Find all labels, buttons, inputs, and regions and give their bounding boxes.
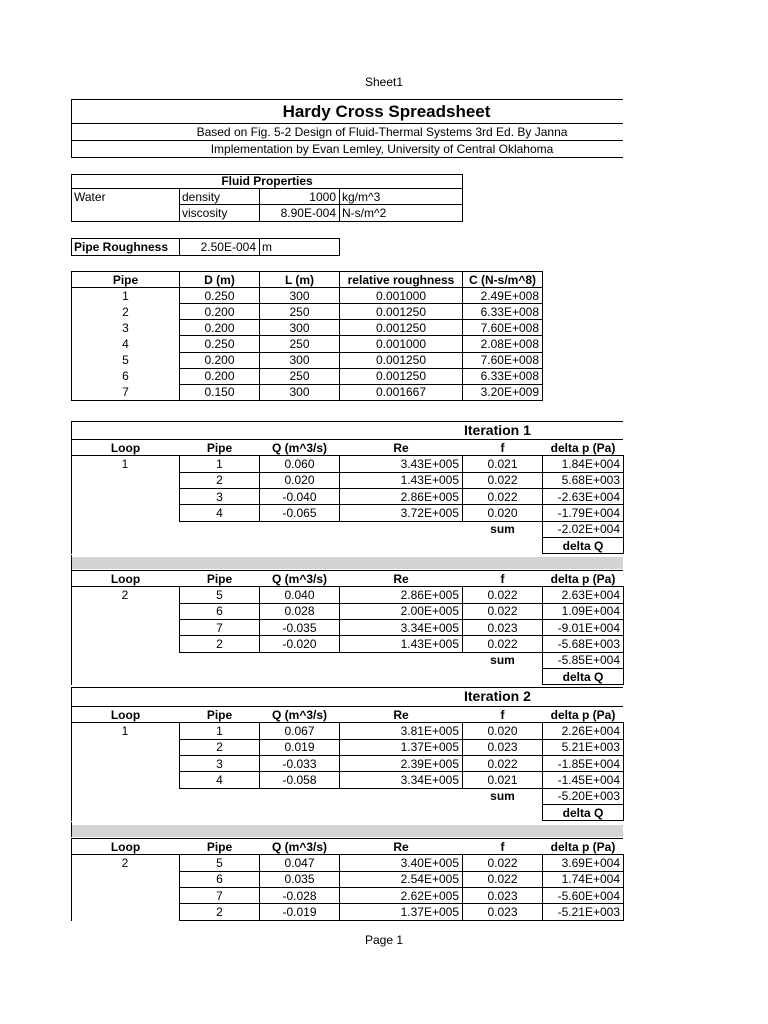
- loop-table-cell: -0.065: [282, 505, 317, 520]
- loop-table-cell: 3.40E+005: [400, 855, 459, 870]
- loop-table-cell: -0.058: [282, 772, 317, 787]
- loop-number: 2: [121, 587, 129, 602]
- loop-table-cell: 3: [216, 489, 223, 504]
- pipe-table-cell: 0.200: [204, 353, 235, 367]
- loop-table-cell: 0.020: [487, 505, 518, 520]
- loop-table-header: Pipe: [206, 571, 233, 586]
- delta-q-label: delta Q: [562, 538, 604, 553]
- fluid-name: Water: [74, 190, 106, 204]
- loop-table-header: f: [500, 707, 505, 722]
- loop-table-cell: 0.023: [487, 904, 518, 919]
- loop-table-header: Loop: [110, 440, 141, 455]
- loop-table-header: delta p (Pa): [550, 571, 616, 586]
- pipe-table-cell: 0.001000: [375, 288, 427, 303]
- loop-table-header: Pipe: [206, 839, 233, 854]
- pipe-table-cell: 0.200: [204, 320, 235, 335]
- pipe-table-cell: 7.60E+008: [480, 353, 539, 367]
- density-label: density: [182, 190, 221, 204]
- loop-table-cell: 0.028: [284, 604, 315, 619]
- loop-table-cell: 4: [216, 772, 223, 787]
- sum-value: -5.20E+003: [557, 789, 620, 804]
- separator-band: [71, 825, 623, 837]
- loop-table-cell: 0.022: [487, 489, 518, 504]
- loop-table-cell: -1.45E+004: [557, 772, 620, 787]
- iteration-title: Iteration 2: [464, 688, 531, 704]
- pipe-table-cell: 0.150: [204, 385, 235, 400]
- loop-table-cell: 2: [216, 636, 223, 651]
- loop-table-header: Q (m^3/s): [271, 707, 328, 722]
- loop-number: 1: [121, 456, 129, 471]
- loop-table-cell: 5: [216, 587, 223, 602]
- pipe-table-cell: 3.20E+009: [480, 385, 539, 400]
- pipe-table-cell: 0.200: [204, 304, 235, 319]
- loop-table-cell: 2: [216, 473, 223, 488]
- loop-table-cell: 2: [216, 904, 223, 919]
- pipe-table-cell: 0.001250: [375, 353, 427, 367]
- pipe-roughness-label: Pipe Roughness: [74, 240, 169, 254]
- pipe-table-cell: 250: [289, 369, 310, 384]
- delta-q-label: delta Q: [562, 669, 604, 684]
- loop-table-cell: 4: [216, 505, 223, 520]
- loop-table-cell: 0.020: [284, 473, 315, 488]
- loop-table-cell: 7: [216, 620, 223, 635]
- loop-table-header: f: [500, 571, 505, 586]
- pipe-table-cell: 3: [122, 320, 129, 335]
- loop-table-cell: -5.21E+003: [557, 904, 620, 919]
- loop-table-cell: -0.040: [282, 489, 317, 504]
- pipe-table-cell: 250: [289, 336, 310, 351]
- loop-table-cell: -0.028: [282, 888, 317, 903]
- loop-table-cell: 2.86E+005: [400, 489, 459, 504]
- pipe-table-header: L (m): [284, 273, 315, 287]
- loop-table-cell: -0.020: [282, 636, 317, 651]
- loop-table-header: Pipe: [206, 707, 233, 722]
- loop-table-cell: 2: [216, 740, 223, 755]
- loop-table-header: Q (m^3/s): [271, 440, 328, 455]
- pipe-table-header: relative roughness: [347, 273, 455, 287]
- density-value: 1000: [309, 190, 336, 204]
- pipe-table-header: D (m): [204, 273, 235, 287]
- pipe-table-cell: 7.60E+008: [480, 320, 539, 335]
- loop-table-header: f: [500, 839, 505, 854]
- loop-table-cell: -0.033: [282, 756, 317, 771]
- loop-number: 1: [121, 723, 129, 738]
- fluid-properties-header: Fluid Properties: [221, 174, 313, 188]
- page-label: Page 1: [364, 933, 404, 947]
- sheet-name: Sheet1: [364, 75, 404, 89]
- loop-table-cell: 5: [216, 855, 223, 870]
- loop-table-header: Loop: [110, 571, 141, 586]
- loop-table-header: Q (m^3/s): [271, 839, 328, 854]
- loop-table-cell: 0.021: [487, 772, 518, 787]
- density-unit: kg/m^3: [342, 190, 381, 204]
- loop-table-cell: -1.85E+004: [557, 756, 620, 771]
- pipe-table-cell: 0.001250: [375, 304, 427, 319]
- loop-table-cell: 0.023: [487, 620, 518, 635]
- loop-table-header: Re: [393, 571, 409, 586]
- loop-table-cell: 0.022: [487, 855, 518, 870]
- pipe-table-cell: 7: [122, 385, 129, 400]
- pipe-table-cell: 6.33E+008: [480, 369, 539, 384]
- loop-table-cell: -5.68E+003: [557, 636, 620, 651]
- pipe-table-header: C (N-s/m^8): [468, 273, 536, 287]
- pipe-roughness-unit: m: [262, 240, 272, 254]
- sum-value: -5.85E+004: [557, 653, 620, 668]
- loop-table-cell: 2.26E+004: [561, 723, 620, 738]
- loop-table-cell: 0.047: [284, 855, 315, 870]
- pipe-table-cell: 300: [289, 385, 310, 400]
- loop-table-cell: 1.43E+005: [400, 473, 459, 488]
- delta-q-label: delta Q: [562, 805, 604, 820]
- loop-table-cell: 1: [216, 456, 223, 471]
- loop-table-cell: 0.022: [487, 473, 518, 488]
- pipe-table-cell: 300: [289, 320, 310, 335]
- loop-table-cell: 0.023: [487, 888, 518, 903]
- loop-table-cell: 2.39E+005: [400, 756, 459, 771]
- loop-table-header: Re: [393, 707, 409, 722]
- loop-table-cell: 5.68E+003: [561, 473, 620, 488]
- loop-table-cell: 1.84E+004: [561, 456, 620, 471]
- pipe-table-header: Pipe: [112, 273, 139, 287]
- loop-table-cell: 0.035: [284, 872, 315, 887]
- loop-table-cell: 0.022: [487, 636, 518, 651]
- pipe-table-cell: 250: [289, 304, 310, 319]
- pipe-table-cell: 4: [122, 336, 129, 351]
- loop-table-header: delta p (Pa): [550, 839, 616, 854]
- loop-table-cell: 3.69E+004: [561, 855, 620, 870]
- loop-table-cell: 1: [216, 723, 223, 738]
- loop-table-header: f: [500, 440, 505, 455]
- loop-table-cell: 2.54E+005: [400, 872, 459, 887]
- iteration-title: Iteration 1: [464, 422, 531, 438]
- separator-band: [71, 557, 623, 569]
- loop-table-cell: 1.43E+005: [400, 636, 459, 651]
- sum-label: sum: [490, 653, 515, 668]
- loop-table-cell: 3.34E+005: [400, 620, 459, 635]
- loop-table-cell: 2.63E+004: [561, 587, 620, 602]
- subtitle-source: Based on Fig. 5-2 Design of Fluid-Thermal Systems 3rd Ed. By Janna: [196, 125, 568, 139]
- loop-number: 2: [121, 855, 129, 870]
- pipe-table-cell: 1: [122, 288, 129, 303]
- pipe-table-cell: 2.08E+008: [480, 336, 539, 351]
- loop-table-cell: -0.035: [282, 620, 317, 635]
- loop-table-cell: 2.62E+005: [400, 888, 459, 903]
- loop-table-cell: 0.022: [487, 756, 518, 771]
- loop-table-cell: 1.37E+005: [400, 740, 459, 755]
- loop-table-header: Q (m^3/s): [271, 571, 328, 586]
- loop-table-cell: 1.09E+004: [561, 604, 620, 619]
- loop-table-header: Re: [393, 440, 409, 455]
- sum-label: sum: [490, 789, 515, 804]
- loop-table-cell: 3.81E+005: [400, 723, 459, 738]
- loop-table-cell: 0.067: [284, 723, 315, 738]
- loop-table-cell: 7: [216, 888, 223, 903]
- loop-table-header: Re: [393, 839, 409, 854]
- loop-table-cell: 0.040: [284, 587, 315, 602]
- viscosity-label: viscosity: [182, 206, 228, 220]
- viscosity-value: 8.90E-004: [280, 206, 336, 220]
- viscosity-unit: N-s/m^2: [342, 206, 387, 220]
- loop-table-cell: -2.63E+004: [557, 489, 620, 504]
- loop-table-cell: 3.43E+005: [400, 456, 459, 471]
- pipe-table-cell: 0.001667: [375, 385, 427, 400]
- loop-table-cell: 3: [216, 756, 223, 771]
- loop-table-cell: -9.01E+004: [557, 620, 620, 635]
- page-title: Hardy Cross Spreadsheet: [282, 102, 491, 121]
- pipe-table-cell: 0.200: [204, 369, 235, 384]
- loop-table-header: Pipe: [206, 440, 233, 455]
- loop-table-cell: 0.022: [487, 587, 518, 602]
- loop-table-cell: 2.00E+005: [400, 604, 459, 619]
- loop-table-cell: 0.060: [284, 456, 315, 471]
- loop-table-header: delta p (Pa): [550, 707, 616, 722]
- loop-table-header: delta p (Pa): [550, 440, 616, 455]
- loop-table-cell: 1.74E+004: [561, 872, 620, 887]
- loop-table-cell: 0.022: [487, 872, 518, 887]
- loop-table-cell: 3.34E+005: [400, 772, 459, 787]
- loop-table-cell: 0.023: [487, 740, 518, 755]
- pipe-table-cell: 0.250: [204, 336, 235, 351]
- pipe-table-cell: 2.49E+008: [480, 288, 539, 303]
- pipe-table-cell: 0.001250: [375, 320, 427, 335]
- subtitle-author: Implementation by Evan Lemley, University of Central Oklahoma: [210, 142, 554, 156]
- loop-table-cell: -5.60E+004: [557, 888, 620, 903]
- pipe-table-cell: 0.001000: [375, 336, 427, 351]
- loop-table-cell: 0.022: [487, 604, 518, 619]
- pipe-table-cell: 300: [289, 353, 310, 367]
- loop-table-header: Loop: [110, 839, 141, 854]
- loop-table-cell: 0.021: [487, 456, 518, 471]
- pipe-table-cell: 2: [122, 304, 129, 319]
- loop-table-cell: 6: [216, 604, 223, 619]
- loop-table-cell: -0.019: [282, 904, 317, 919]
- loop-table-cell: -1.79E+004: [557, 505, 620, 520]
- pipe-table-cell: 0.250: [204, 288, 235, 303]
- loop-table-cell: 5.21E+003: [561, 740, 620, 755]
- loop-table-cell: 1.37E+005: [400, 904, 459, 919]
- loop-table-cell: 0.019: [284, 740, 315, 755]
- loop-table-cell: 6: [216, 872, 223, 887]
- pipe-table-cell: 6.33E+008: [480, 304, 539, 319]
- loop-table-cell: 2.86E+005: [400, 587, 459, 602]
- loop-table-cell: 3.72E+005: [400, 505, 459, 520]
- pipe-roughness-value: 2.50E-004: [200, 240, 256, 254]
- loop-table-header: Loop: [110, 707, 141, 722]
- loop-table-cell: 0.020: [487, 723, 518, 738]
- pipe-table-cell: 5: [122, 353, 129, 367]
- pipe-table-cell: 6: [122, 369, 129, 384]
- pipe-table-cell: 300: [289, 288, 310, 303]
- pipe-table-cell: 0.001250: [375, 369, 427, 384]
- sum-value: -2.02E+004: [557, 522, 620, 537]
- sum-label: sum: [490, 522, 515, 537]
